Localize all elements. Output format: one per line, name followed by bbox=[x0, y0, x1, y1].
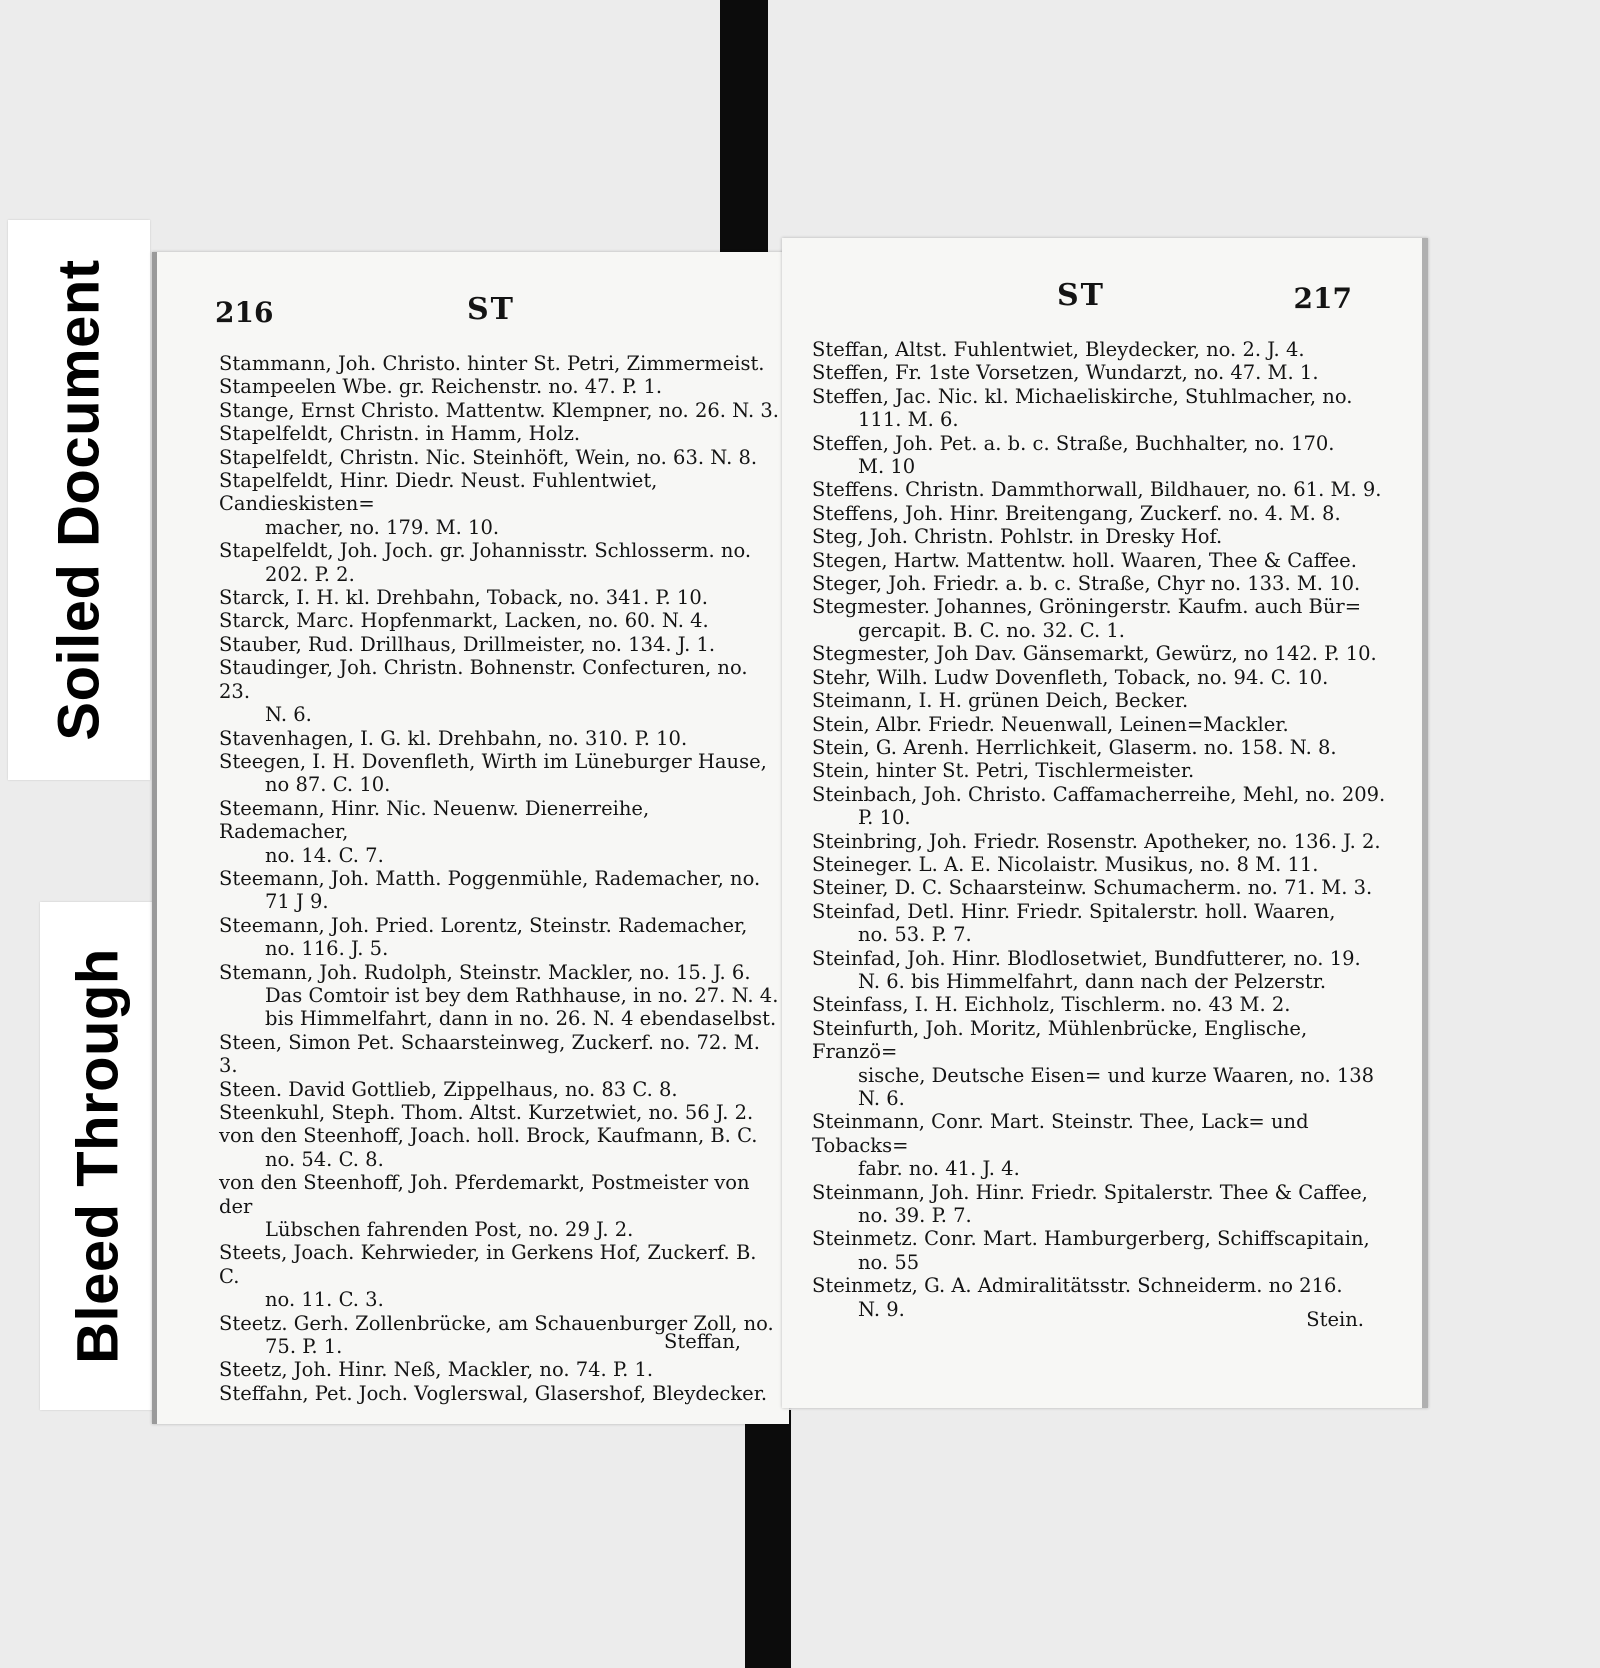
entry-line: 75. P. 1. bbox=[265, 1335, 343, 1359]
directory-entry bbox=[219, 469, 779, 539]
directory-entry bbox=[812, 338, 1392, 361]
entry-line: Steinfad, Detl. Hinr. Friedr. Spitalerstr. holl. Waaren, bbox=[812, 899, 1336, 923]
entry-line: Steffan, Altst. Fuhlentwiet, Bleydecker, no. 2. J. 4. bbox=[812, 338, 1305, 361]
entry-line: M. 10 bbox=[858, 455, 916, 479]
directory-entry bbox=[812, 361, 1392, 384]
entry-line: Steemann, Joh. Pried. Lorentz, Steinstr. Rademacher, bbox=[219, 913, 748, 937]
entry-line: Stegmester, Joh Dav. Gänsemarkt, Gewürz, no 142. P. 10. bbox=[812, 642, 1377, 666]
entry-line: Steegen, I. H. Dovenfleth, Wirth im Lüneburger Hause, bbox=[219, 749, 767, 773]
binding-strap-top bbox=[720, 0, 768, 255]
entry-line: Lübschen fahrenden Post, no. 29 J. 2. bbox=[265, 1218, 634, 1242]
directory-entry bbox=[812, 830, 1392, 853]
entry-line: Steetz. Gerh. Zollenbrücke, am Schauenburger Zoll, no. bbox=[219, 1311, 774, 1335]
entry-line: no. 54. C. 8. bbox=[265, 1147, 384, 1171]
directory-entry bbox=[812, 642, 1392, 665]
directory-entry bbox=[219, 609, 779, 632]
bleed-through-label bbox=[40, 902, 156, 1410]
entry-line: Starck, Marc. Hopfenmarkt, Lacken, no. 60. N. 4. bbox=[219, 609, 709, 633]
entry-line: fabr. no. 41. J. 4. bbox=[858, 1157, 1020, 1181]
entry-line: N. 6. bbox=[265, 703, 312, 727]
directory-entry bbox=[219, 633, 779, 656]
entry-line: bis Himmelfahrt, dann in no. 26. N. 4 ebendaselbst. bbox=[265, 1007, 777, 1031]
directory-entry bbox=[219, 352, 779, 375]
directory-entry bbox=[812, 713, 1392, 736]
directory-entry bbox=[812, 1181, 1392, 1228]
directory-entry bbox=[812, 525, 1392, 548]
entry-line: Steinmetz. Conr. Mart. Hamburgerberg, Schiffscapitain, bbox=[812, 1227, 1370, 1251]
catchword: Stein. bbox=[1306, 1308, 1364, 1331]
directory-entry bbox=[219, 750, 779, 797]
directory-entry bbox=[219, 422, 779, 445]
directory-entry bbox=[812, 783, 1392, 830]
directory-entry bbox=[219, 586, 779, 609]
directory-entry bbox=[219, 656, 779, 726]
binding-strap-bottom bbox=[745, 1410, 791, 1668]
entry-line: Steinfurth, Joh. Moritz, Mühlenbrücke, Englische, Franzö= bbox=[812, 1016, 1308, 1064]
directory-entry bbox=[219, 1124, 779, 1171]
entry-line: sische, Deutsche Eisen= und kurze Waaren, no. 138 N. 6. bbox=[858, 1063, 1375, 1110]
entry-line: Steen, Simon Pet. Schaarsteinweg, Zuckerf. no. 72. M. 3. bbox=[219, 1030, 760, 1078]
entry-line: Stein, Albr. Friedr. Neuenwall, Leinen=Mackler. bbox=[812, 712, 1289, 736]
entry-line: gercapit. B. C. no. 32. C. 1. bbox=[858, 618, 1125, 642]
entry-line: Stehr, Wilh. Ludw Dovenfleth, Toback, no. 94. C. 10. bbox=[812, 665, 1329, 689]
bleed-through-text: Bleed Through bbox=[65, 948, 131, 1364]
entry-line: no 87. C. 10. bbox=[265, 773, 391, 797]
entry-line: Steinmetz, G. A. Admiralitätsstr. Schneiderm. no 216. bbox=[812, 1274, 1343, 1298]
directory-entry bbox=[812, 876, 1392, 899]
entry-line: Steen. David Gottlieb, Zippelhaus, no. 83 C. 8. bbox=[219, 1077, 678, 1101]
page-number: 217 bbox=[1293, 282, 1352, 315]
entry-line: Stange, Ernst Christo. Mattentw. Klempner, no. 26. N. 3. bbox=[219, 398, 779, 422]
entry-line: Steffahn, Pet. Joch. Voglerswal, Glasershof, Bleydecker. bbox=[219, 1381, 768, 1405]
entry-line: Stammann, Joh. Christo. hinter St. Petri, Zimmermeist. bbox=[219, 352, 765, 375]
directory-entry bbox=[812, 1274, 1392, 1321]
entry-line: Stapelfeldt, Joh. Joch. gr. Johannisstr. Schlosserm. no. bbox=[219, 539, 752, 563]
directory-entry bbox=[219, 1241, 779, 1311]
entry-line: Steimann, I. H. grünen Deich, Becker. bbox=[812, 689, 1189, 713]
right-page bbox=[782, 238, 1428, 1408]
left-page bbox=[152, 252, 789, 1424]
entry-line: Steffens. Christn. Dammthorwall, Bildhauer, no. 61. M. 9. bbox=[812, 478, 1382, 502]
directory-entry bbox=[219, 867, 779, 914]
directory-entry bbox=[219, 446, 779, 469]
entry-line: Steenkuhl, Steph. Thom. Altst. Kurzetwiet, no. 56 J. 2. bbox=[219, 1101, 754, 1124]
directory-entry bbox=[812, 1227, 1392, 1274]
entry-line: Stapelfeldt, Christn. in Hamm, Holz. bbox=[219, 422, 581, 446]
directory-entry bbox=[219, 1101, 779, 1124]
entry-line: Steemann, Hinr. Nic. Neuenw. Dienerreihe, Rademacher, bbox=[219, 796, 650, 844]
entry-line: Stapelfeldt, Hinr. Diedr. Neust. Fuhlentwiet, Candieskisten= bbox=[219, 469, 658, 516]
entry-line: Das Comtoir ist bey dem Rathhause, in no. 27. N. 4. bbox=[265, 983, 779, 1007]
entry-line: Steffen, Joh. Pet. a. b. c. Straße, Buchhalter, no. 170. bbox=[812, 431, 1335, 455]
entry-line: N. 9. bbox=[858, 1297, 905, 1321]
directory-entry bbox=[812, 478, 1392, 501]
entry-line: no. 39. P. 7. bbox=[858, 1204, 972, 1228]
entry-line: Stein, hinter St. Petri, Tischlermeister. bbox=[812, 759, 1195, 783]
directory-entry bbox=[812, 595, 1392, 642]
entry-line: no. 116. J. 5. bbox=[265, 937, 389, 961]
directory-entry bbox=[812, 900, 1392, 947]
directory-entry bbox=[219, 727, 779, 750]
directory-entry bbox=[812, 1110, 1392, 1180]
directory-entry bbox=[219, 399, 779, 422]
directory-entry bbox=[219, 1171, 779, 1241]
entry-line: Starck, I. H. kl. Drehbahn, Toback, no. 341. P. 10. bbox=[219, 586, 708, 610]
directory-entry bbox=[219, 375, 779, 398]
entry-line: Steffens, Joh. Hinr. Breitengang, Zuckerf. no. 4. M. 8. bbox=[812, 501, 1341, 525]
directory-entry bbox=[812, 993, 1392, 1016]
directory-entry bbox=[219, 1031, 779, 1078]
entry-line: macher, no. 179. M. 10. bbox=[265, 515, 500, 539]
entry-line: Staudinger, Joh. Christn. Bohnenstr. Confecturen, no. 23. bbox=[219, 656, 748, 703]
directory-entry bbox=[812, 759, 1392, 782]
entry-line: Steinmann, Joh. Hinr. Friedr. Spitalerstr. Thee & Caffee, bbox=[812, 1180, 1368, 1204]
entry-line: Steffen, Fr. 1ste Vorsetzen, Wundarzt, no. 47. M. 1. bbox=[812, 361, 1319, 385]
entry-line: Stein, G. Arenh. Herrlichkeit, Glaserm. no. 158. N. 8. bbox=[812, 735, 1337, 759]
entry-line: von den Steenhoff, Joach. holl. Brock, Kaufmann, B. C. bbox=[219, 1124, 758, 1148]
directory-entry bbox=[812, 666, 1392, 689]
directory-entry bbox=[812, 736, 1392, 759]
running-head: ST bbox=[1057, 278, 1105, 313]
entry-list bbox=[219, 352, 779, 1405]
entry-line: Stegen, Hartw. Mattentw. holl. Waaren, Thee & Caffee. bbox=[812, 548, 1357, 572]
entry-line: Steets, Joach. Kehrwieder, in Gerkens Hof, Zuckerf. B. C. bbox=[219, 1241, 757, 1288]
running-head: ST bbox=[467, 292, 515, 327]
soiled-document-label bbox=[8, 220, 150, 780]
entry-line: 111. M. 6. bbox=[858, 408, 959, 432]
directory-entry bbox=[219, 961, 779, 1031]
directory-entry bbox=[812, 689, 1392, 712]
entry-line: Steetz, Joh. Hinr. Neß, Mackler, no. 74. P. 1. bbox=[219, 1358, 654, 1382]
entry-line: Stemann, Joh. Rudolph, Steinstr. Mackler, no. 15. J. 6. bbox=[219, 960, 751, 984]
entry-line: P. 10. bbox=[858, 806, 911, 830]
entry-line: no. 55 bbox=[858, 1250, 920, 1274]
directory-entry bbox=[219, 539, 779, 586]
directory-entry bbox=[812, 947, 1392, 994]
entry-line: Steiner, D. C. Schaarsteinw. Schumacherm. no. 71. M. 3. bbox=[812, 876, 1373, 900]
entry-line: von den Steenhoff, Joh. Pferdemarkt, Postmeister von der bbox=[219, 1171, 750, 1218]
entry-line: Stegmester. Johannes, Gröningerstr. Kaufm. auch Bür= bbox=[812, 595, 1362, 619]
entry-line: Steffen, Jac. Nic. kl. Michaeliskirche, Stuhlmacher, no. bbox=[812, 384, 1353, 408]
entry-line: no. 11. C. 3. bbox=[265, 1288, 384, 1312]
entry-line: Steineger. L. A. E. Nicolaistr. Musikus, no. 8 M. 11. bbox=[812, 852, 1319, 876]
entry-line: Steger, Joh. Friedr. a. b. c. Straße, Chyr no. 133. M. 10. bbox=[812, 572, 1361, 596]
entry-line: no. 53. P. 7. bbox=[858, 923, 972, 947]
directory-entry bbox=[219, 797, 779, 867]
directory-entry bbox=[812, 1017, 1392, 1111]
directory-entry bbox=[812, 549, 1392, 572]
entry-line: Steinfass, I. H. Eichholz, Tischlerm. no. 43 M. 2. bbox=[812, 993, 1291, 1017]
entry-line: Steinbring, Joh. Friedr. Rosenstr. Apotheker, no. 136. J. 2. bbox=[812, 829, 1381, 853]
entry-line: Steinmann, Conr. Mart. Steinstr. Thee, Lack= und Tobacks= bbox=[812, 1110, 1309, 1157]
directory-entry bbox=[219, 1382, 779, 1405]
entry-line: 202. P. 2. bbox=[265, 562, 355, 586]
entry-line: Stavenhagen, I. G. kl. Drehbahn, no. 310. P. 10. bbox=[219, 726, 688, 750]
entry-line: Steinbach, Joh. Christo. Caffamacherreihe, Mehl, no. 209. bbox=[812, 782, 1386, 806]
directory-entry bbox=[812, 572, 1392, 595]
entry-line: Steinfad, Joh. Hinr. Blodlosetwiet, Bundfutterer, no. 19. bbox=[812, 946, 1361, 970]
entry-line: Stampeelen Wbe. gr. Reichenstr. no. 47. P. 1. bbox=[219, 375, 663, 399]
entry-line: Steg, Joh. Christn. Pohlstr. in Dresky Hof. bbox=[812, 525, 1223, 549]
entry-line: Steemann, Joh. Matth. Poggenmühle, Rademacher, no. bbox=[219, 866, 761, 890]
directory-entry bbox=[219, 1358, 779, 1381]
directory-entry bbox=[812, 432, 1392, 479]
entry-line: Stapelfeldt, Christn. Nic. Steinhöft, Wein, no. 63. N. 8. bbox=[219, 445, 758, 469]
directory-entry bbox=[812, 385, 1392, 432]
entry-list bbox=[812, 338, 1392, 1321]
entry-line: N. 6. bis Himmelfahrt, dann nach der Pelzerstr. bbox=[858, 969, 1327, 993]
soiled-document-text: Soiled Document bbox=[46, 259, 112, 741]
directory-entry bbox=[219, 914, 779, 961]
directory-entry bbox=[219, 1078, 779, 1101]
directory-entry bbox=[812, 502, 1392, 525]
catchword: Steffan, bbox=[664, 1330, 741, 1353]
entry-line: Stauber, Rud. Drillhaus, Drillmeister, no. 134. J. 1. bbox=[219, 632, 716, 656]
entry-line: 71 J 9. bbox=[265, 890, 329, 914]
page-number: 216 bbox=[215, 296, 274, 329]
directory-entry bbox=[812, 853, 1392, 876]
entry-line: no. 14. C. 7. bbox=[265, 843, 384, 867]
